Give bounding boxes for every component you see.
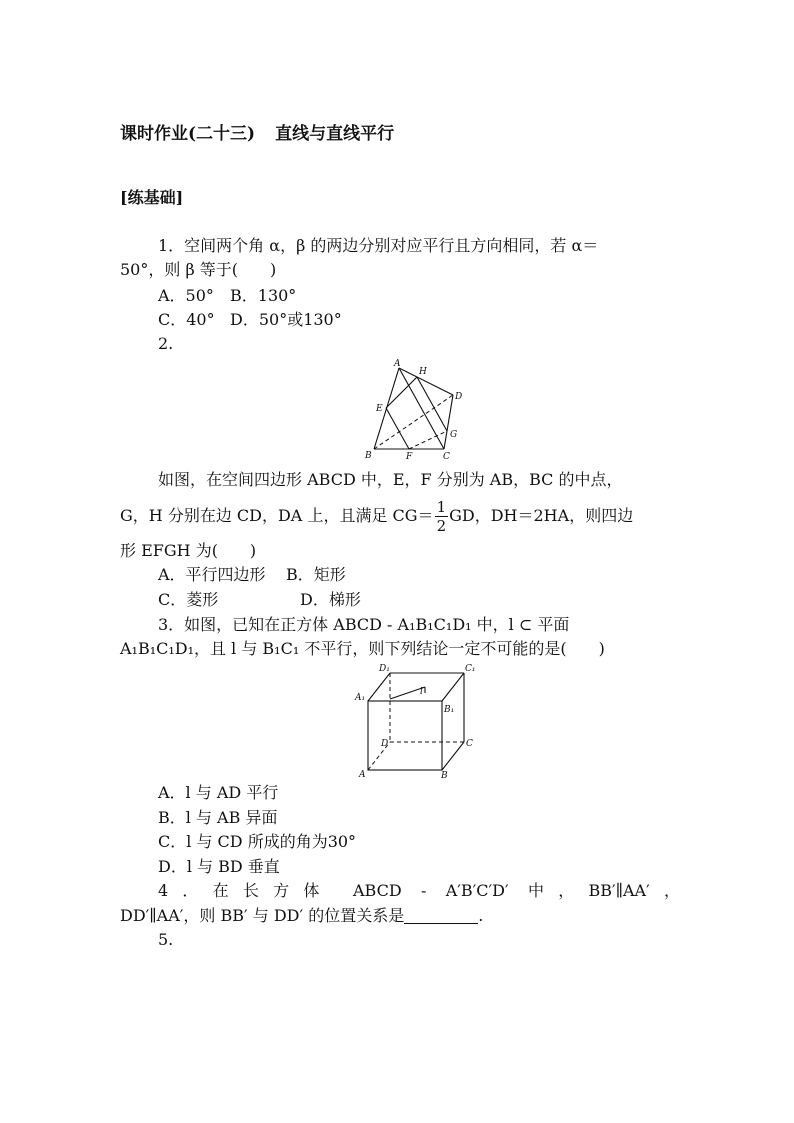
q3-line1: 3．如图，已知在正方体 ABCD - A₁B₁C₁D₁ 中，l ⊂ 平面 bbox=[158, 615, 570, 634]
label-f: F bbox=[406, 452, 413, 462]
label-l: l bbox=[420, 687, 423, 697]
q1-option-b: B．130° bbox=[230, 286, 297, 305]
q4-line2 bbox=[120, 904, 680, 928]
q3-cube-figure bbox=[354, 660, 478, 780]
label-a1: A₁ bbox=[355, 693, 366, 703]
label-c: C bbox=[443, 452, 450, 462]
edge-bd-hidden bbox=[374, 395, 453, 449]
q4-line2-text: DD′∥AA′，则 BB′ 与 DD′ 的位置关系是 bbox=[120, 906, 405, 925]
label-a: A bbox=[359, 770, 366, 780]
q4-line1: 4．在长方体 ABCD - A′B′C′D′ 中，BB′∥AA′， bbox=[158, 881, 680, 900]
q4-answer-blank bbox=[404, 907, 478, 924]
label-b: B bbox=[365, 451, 372, 461]
q2-line2-end: GD，DH＝2HA，则四边 bbox=[449, 506, 634, 525]
title-part1: 课时作业(二十三) bbox=[120, 124, 256, 144]
q1-options-row2 bbox=[158, 308, 718, 332]
q2-tetrahedron-figure bbox=[362, 358, 468, 462]
label-g: G bbox=[450, 430, 458, 440]
q2-line2-start: G，H 分别在边 CD，DA 上，且满足 CG＝ bbox=[120, 506, 434, 525]
edge-a1d1 bbox=[368, 673, 390, 701]
segment-fg-hidden bbox=[409, 431, 447, 449]
label-b1: B₁ bbox=[444, 705, 455, 715]
q1-option-a: A．50° bbox=[158, 286, 214, 305]
edge-bc bbox=[442, 742, 464, 770]
label-c: C bbox=[466, 739, 473, 749]
page-title bbox=[120, 122, 680, 146]
q4-line2-period: . bbox=[478, 906, 484, 925]
q2-fraction-numerator: 1 bbox=[436, 498, 447, 516]
q1-line1: 1．空间两个角 α，β 的两边分别对应平行且方向相同，若 α＝ bbox=[158, 236, 599, 255]
q3-option-c: C．l 与 CD 所成的角为30° bbox=[158, 832, 357, 851]
q2-options-row2 bbox=[158, 588, 718, 612]
q1-option-c: C．40° bbox=[158, 310, 215, 329]
section-heading: [练基础] bbox=[120, 188, 184, 207]
q2-option-d: D．梯形 bbox=[300, 590, 361, 609]
label-d: D bbox=[381, 739, 389, 749]
label-h: H bbox=[419, 367, 427, 377]
q3-option-a: A．l 与 AD 平行 bbox=[158, 783, 279, 802]
label-c1: C₁ bbox=[465, 664, 476, 674]
edge-ac bbox=[399, 368, 444, 449]
title-part2: 直线与直线平行 bbox=[275, 124, 395, 144]
q2-fraction-denominator: 2 bbox=[436, 517, 447, 535]
edge-cd bbox=[444, 395, 453, 449]
q2-line1: 如图，在空间四边形 ABCD 中，E，F 分别为 AB，BC 的中点， bbox=[158, 470, 623, 489]
q2-option-a: A．平行四边形 bbox=[158, 565, 266, 584]
q3-option-b: B．l 与 AB 异面 bbox=[158, 808, 278, 827]
segment-ef bbox=[386, 408, 409, 449]
q1-option-d: D．50°或130° bbox=[230, 310, 342, 329]
q3-line2: A₁B₁C₁D₁，且 l 与 B₁C₁ 不平行，则下列结论一定不可能的是( ) bbox=[120, 639, 605, 658]
label-e: E bbox=[376, 404, 383, 414]
edge-b1c1 bbox=[442, 673, 464, 701]
q1-line2: 50°，则 β 等于( ) bbox=[120, 260, 277, 279]
q5-number: 5. bbox=[158, 930, 174, 949]
q2-number: 2. bbox=[158, 334, 174, 353]
q1-options-row1 bbox=[158, 284, 718, 308]
label-d: D bbox=[455, 392, 463, 402]
label-d1: D₁ bbox=[379, 664, 390, 674]
cube-front-face bbox=[368, 701, 442, 770]
label-b: B bbox=[441, 771, 448, 780]
q2-option-c: C．菱形 bbox=[158, 590, 219, 609]
q3-option-d: D．l 与 BD 垂直 bbox=[158, 857, 280, 876]
label-a: A bbox=[394, 359, 401, 369]
q2-options-row1 bbox=[158, 563, 718, 587]
q2-option-b: B．矩形 bbox=[286, 565, 346, 584]
q2-fraction bbox=[435, 498, 449, 535]
q2-line2 bbox=[120, 498, 680, 535]
q2-line3: 形 EFGH 为( ) bbox=[120, 541, 257, 560]
